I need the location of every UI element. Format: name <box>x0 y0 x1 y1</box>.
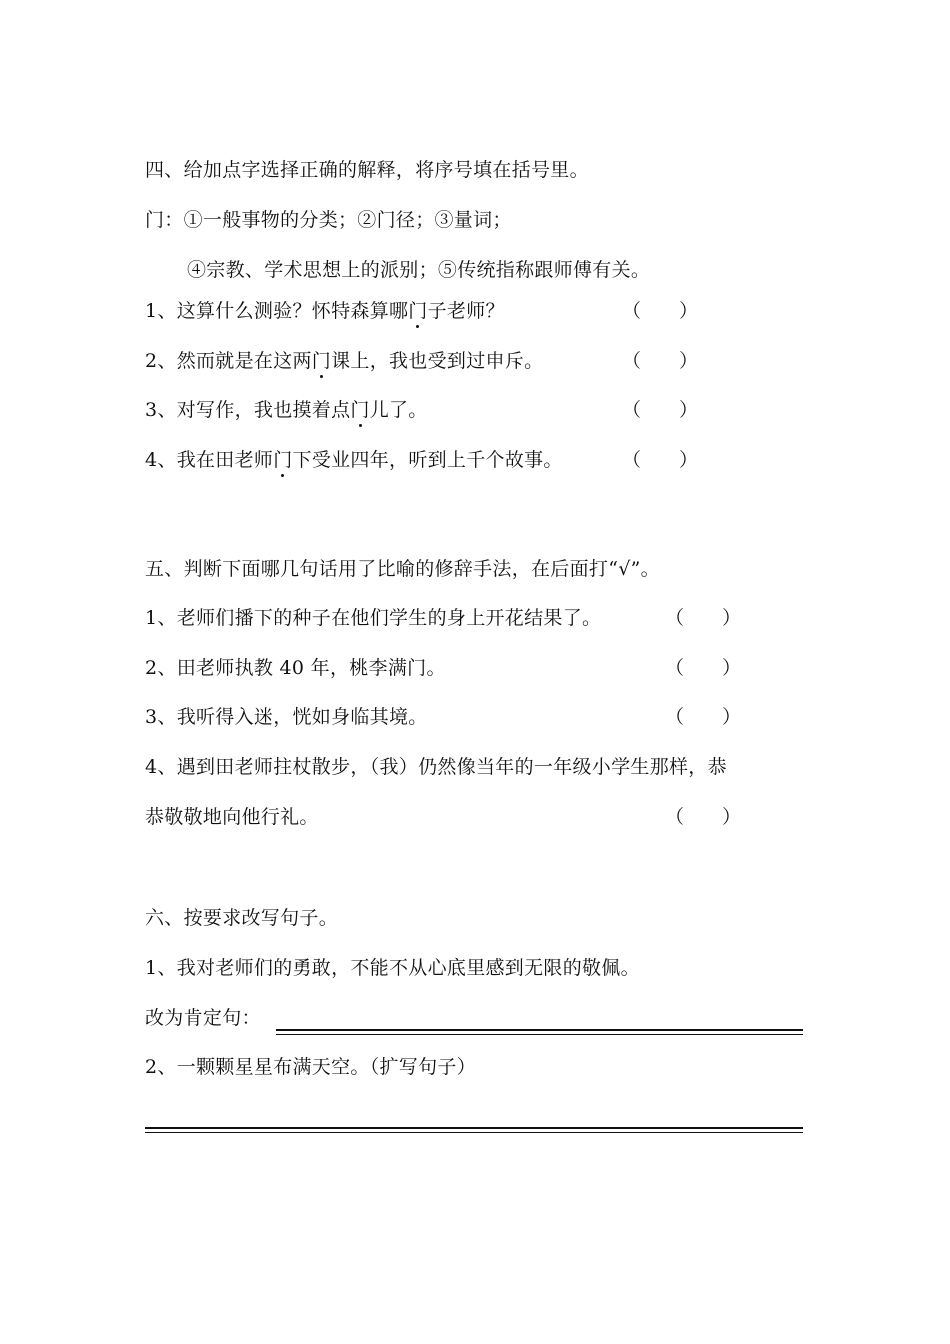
question-text-pre: 3、对写作，我也摸着点 <box>145 399 351 421</box>
answer-bracket[interactable]: （ ） <box>665 706 742 728</box>
definition-line-1: 门：①一般事物的分类；②门径；③量词； <box>145 209 512 231</box>
question-text-pre: 4、我在田老师 <box>145 449 274 471</box>
section-6-title: 六、按要求改写句子。 <box>145 907 339 929</box>
question-4-4 <box>145 448 563 472</box>
question-text-post: 下受业四年，听到上千个故事。 <box>292 449 563 471</box>
definition-line-2: ④宗教、学术思想上的派别；⑤传统指称跟师傅有关。 <box>187 259 651 281</box>
dotted-character: 门 <box>350 399 370 421</box>
question-5-4-line-1: 4、遇到田老师拄杖散步，（我）仍然像当年的一年级小学生那样，恭 <box>145 756 727 778</box>
question-text-post: 儿了。 <box>369 399 428 421</box>
question-text-post: 子老师？ <box>427 300 505 322</box>
question-4-3 <box>145 398 428 422</box>
answer-bracket[interactable]: （ ） <box>622 300 699 322</box>
question-text-pre: 1、这算什么测验？怀特森算哪 <box>145 300 409 322</box>
question-5-3: 3、我听得入迷，恍如身临其境。 <box>145 706 428 728</box>
question-6-2: 2、一颗颗星星布满天空。（扩写句子） <box>145 1056 476 1078</box>
answer-bracket[interactable]: （ ） <box>665 806 742 828</box>
section-4-title: 四、给加点字选择正确的解释，将序号填在括号里。 <box>145 159 589 181</box>
question-5-1: 1、老师们播下的种子在他们学生的身上开花结果了。 <box>145 607 602 629</box>
answer-bracket[interactable]: （ ） <box>665 657 742 679</box>
question-5-4-line-2: 恭敬敬地向他行礼。 <box>145 806 319 828</box>
answer-line-2[interactable] <box>145 1127 803 1129</box>
dotted-character: 门 <box>408 300 428 322</box>
question-4-1 <box>145 299 505 323</box>
question-5-2: 2、田老师执教 40 年，桃李满门。 <box>145 657 446 679</box>
question-text-post: 课上，我也受到过申斥。 <box>331 350 544 372</box>
answer-bracket[interactable]: （ ） <box>622 350 699 372</box>
section-5-title: 五、判断下面哪几句话用了比喻的修辞手法，在后面打“√”。 <box>145 558 660 580</box>
dotted-character: 门 <box>273 449 293 471</box>
dotted-character: 门 <box>311 350 332 372</box>
answer-line-1[interactable] <box>276 1029 803 1031</box>
question-4-2 <box>145 349 543 373</box>
question-text-pre: 2、然而就是在这两 <box>145 350 312 372</box>
answer-bracket[interactable]: （ ） <box>622 449 699 471</box>
question-6-1: 1、我对老师们的勇敢，不能不从心底里感到无限的敬佩。 <box>145 957 640 979</box>
answer-bracket[interactable]: （ ） <box>665 607 742 629</box>
affirmative-label: 改为肯定句： <box>145 1007 261 1029</box>
answer-bracket[interactable]: （ ） <box>622 399 699 421</box>
